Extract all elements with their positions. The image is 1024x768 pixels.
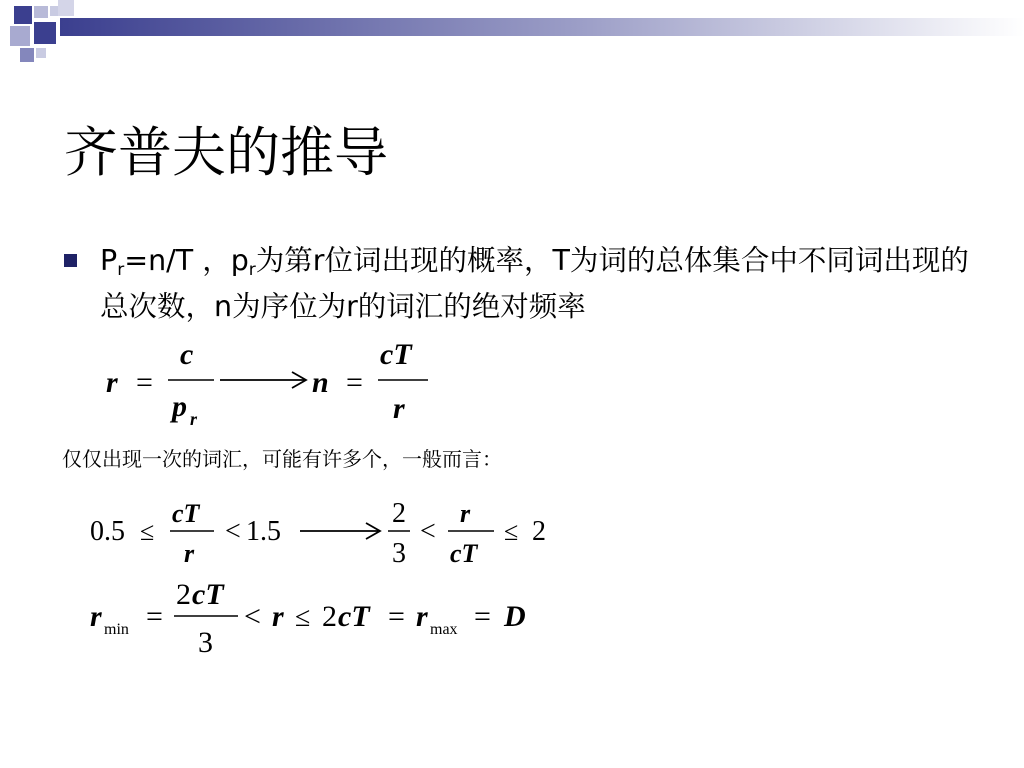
f3-r: r	[90, 600, 102, 633]
f2-cT2: cT	[450, 539, 478, 568]
f1-cT: cT	[380, 338, 412, 371]
f2-two: 2	[392, 498, 406, 529]
f2-le: ≤	[140, 517, 155, 546]
f3-D: D	[504, 600, 526, 633]
p-subscript-2: r	[248, 260, 256, 280]
f3-two: 2	[176, 578, 191, 611]
f2-0-5: 0.5	[90, 516, 125, 547]
f3-two2: 2	[322, 600, 337, 633]
slide-title: 齐普夫的推导	[64, 121, 388, 184]
bullet-text-1: =n/T ，p	[124, 244, 249, 277]
f3-lt: <	[244, 600, 261, 633]
f2-1-5: 1.5	[246, 516, 281, 547]
f2-three: 3	[392, 538, 406, 569]
f1-eq2: =	[346, 366, 363, 399]
f2-le2: ≤	[504, 517, 519, 546]
f1-c: c	[180, 338, 194, 371]
f3-max: max	[430, 621, 458, 638]
f2-lt: <	[225, 516, 241, 547]
f2-2: 2	[532, 516, 546, 547]
f1-r2: r	[393, 392, 405, 425]
p-symbol: P	[100, 244, 118, 277]
f2-r2: r	[460, 499, 471, 528]
f1-r: r	[106, 366, 118, 399]
f1-p: p	[172, 390, 187, 423]
p-subscript: r	[117, 260, 125, 280]
f2-lt2: <	[420, 516, 436, 547]
f3-r2: r	[272, 600, 284, 633]
f3-r3: r	[416, 600, 428, 633]
f3-cT2: cT	[338, 600, 370, 633]
f3-three: 3	[198, 626, 213, 659]
f3-min: min	[104, 621, 129, 638]
f2-cT: cT	[172, 499, 200, 528]
bullet-text-2: 为第r位词出现的概率，T为词的总体集合中不同词出现的总次数，n为序位为r的词汇的绝对频率	[100, 244, 969, 323]
f3-cT: cT	[192, 578, 224, 611]
f3-le: ≤	[295, 602, 311, 633]
f3-eq3: =	[474, 600, 491, 633]
f3-eq1: =	[146, 600, 163, 633]
f3-eq2: =	[388, 600, 405, 633]
f1-p-sub: r	[190, 409, 198, 429]
f2-r: r	[184, 539, 195, 568]
f1-eq: =	[136, 366, 153, 399]
note-text: 仅仅出现一次的词汇，可能有许多个，一般而言：	[62, 447, 502, 471]
f1-n: n	[312, 366, 329, 399]
